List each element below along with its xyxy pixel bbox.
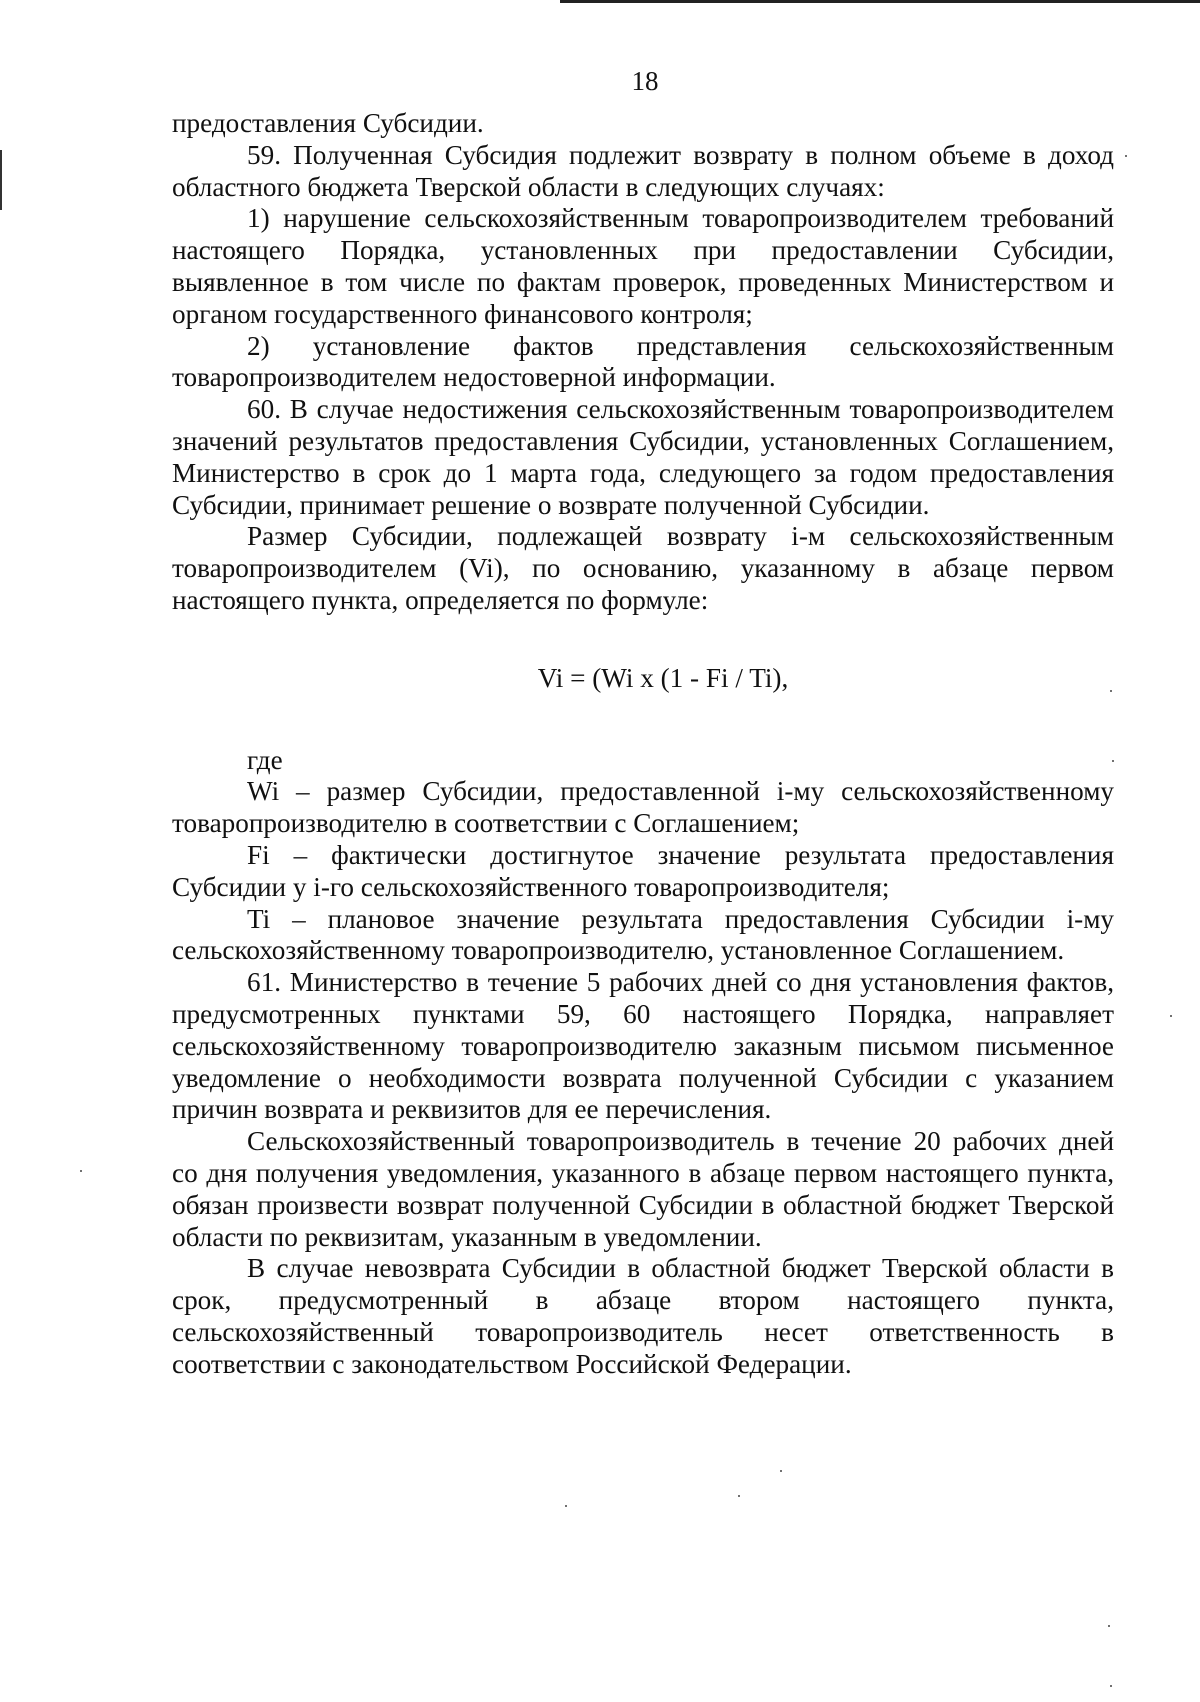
scan-speck: [565, 1505, 567, 1507]
paragraph-59-item-2: 2) установление фактов представления сельскохозяйственным товаропроизводителем недостоверной информации.: [172, 330, 1114, 393]
scan-speck: [1125, 155, 1127, 157]
page-number: 18: [631, 66, 659, 96]
scan-speck: [780, 1470, 782, 1472]
scan-speck: [1112, 760, 1114, 762]
paragraph-60: 60. В случае недостижения сельскохозяйственным товаропроизводителем значений результатов предоставления Субсидии, установленных Соглашением, Министерство в срок до 1 марта года, следующего за годом предоставления Субсидии, принимает решение о возврате полученной Субсидии.: [172, 394, 1114, 520]
definition-fi: Fi – фактически достигнутое значение результата предоставления Субсидии у i-го сельскохозяйственного товаропроизводителя;: [172, 839, 1114, 902]
paragraph-60-formula-intro: Размер Субсидии, подлежащей возврату i-м сельскохозяйственным товаропроизводителем (Vi), по основанию, указанному в абзаце первом настоящего пункта, определяется по формуле:: [172, 521, 1114, 615]
document-body: [172, 108, 1114, 1380]
scan-speck: [1110, 690, 1112, 692]
scan-speck: [1110, 1685, 1112, 1687]
scan-edge-mark: [0, 150, 2, 210]
paragraph-61-return-deadline: Сельскохозяйственный товаропроизводитель в течение 20 рабочих дней со дня получения уведомления, указанного в абзаце первом настоящего пункта, обязан произвести возврат полученной Субсидии в областной бюджет Тверской области по реквизитам, указанным в уведомлении.: [172, 1126, 1114, 1252]
definition-wi: Wi – размер Субсидии, предоставленной i-му сельскохозяйственному товаропроизводителю в соответствии с Соглашением;: [172, 776, 1114, 839]
definition-ti: Ti – плановое значение результата предоставления Субсидии i-му сельскохозяйственному товаропроизводителю, установленное Соглашением.: [172, 903, 1114, 966]
scan-speck: [1108, 1625, 1110, 1627]
scan-speck: [1170, 1015, 1172, 1017]
formula: Vi = (Wi x (1 - Fi / Ti),: [537, 662, 789, 693]
paragraph-59: 59. Полученная Субсидия подлежит возврату в полном объеме в доход областного бюджета Тверской области в следующих случаях:: [172, 139, 1114, 202]
paragraph-61: 61. Министерство в течение 5 рабочих дней со дня установления фактов, предусмотренных пунктами 59, 60 настоящего Порядка, направляет сельскохозяйственному товаропроизводителю заказным письмом письменное уведомление о необходимости возврата полученной Субсидии с указанием причин возврата и реквизитов для ее перечисления.: [172, 967, 1114, 1125]
scan-speck: [738, 1495, 740, 1497]
scan-speck: [80, 1170, 82, 1172]
paragraph-59-item-1: 1) нарушение сельскохозяйственным товаропроизводителем требований настоящего Порядка, установленных при предоставлении Субсидии, выявленное в том числе по фактам проверок, проведенных Министерством и органом государственного финансового контроля;: [172, 203, 1114, 329]
where-label: где: [247, 744, 283, 775]
scan-edge-mark: [560, 0, 1200, 3]
paragraph-continuation: предоставления Субсидии.: [172, 108, 484, 138]
paragraph-61-liability: В случае невозврата Субсидии в областной бюджет Тверской области в срок, предусмотренный в абзаце втором настоящего пункта, сельскохозяйственный товаропроизводитель несет ответственность в соответствии с законодательством Российской Федерации.: [172, 1253, 1114, 1379]
